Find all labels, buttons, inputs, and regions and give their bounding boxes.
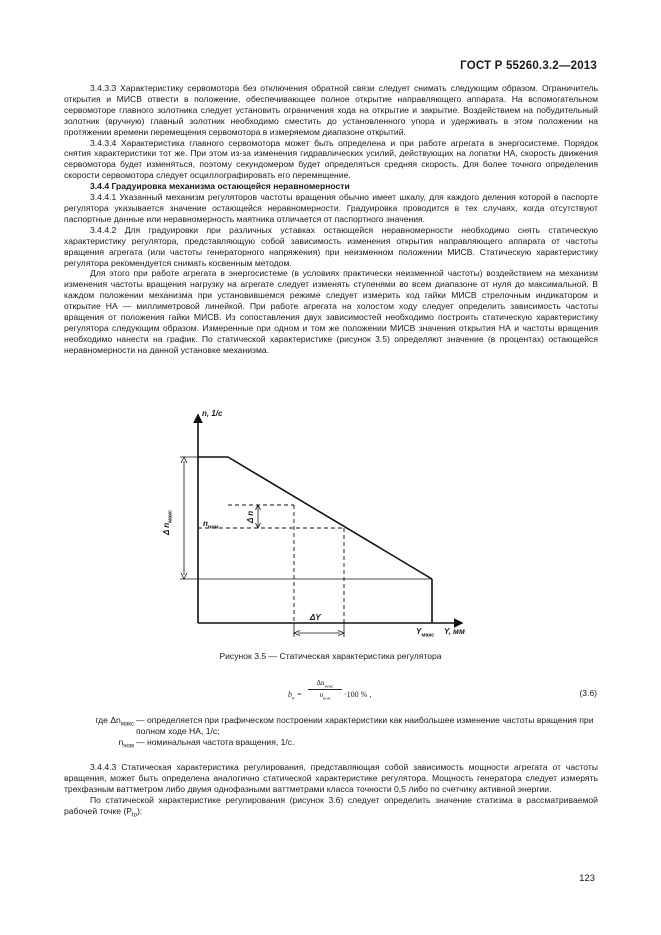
- n-nom-label: $n_{ном}$: [203, 519, 219, 531]
- characteristic-line: [228, 457, 432, 579]
- delta-n-max-label: Δ $n_{макс}$: [162, 510, 174, 535]
- text-block-bottom: [64, 762, 598, 821]
- y-max-label: $Y_{макс}$: [416, 627, 435, 639]
- x-axis-label: Y, мм: [444, 627, 465, 636]
- paragraph: 3.4.3.3 Характеристику сервомотора без отключения обратной связи следует снимать следующим образом. Ограничитель открытия и МИСВ отвести в положение, обеспечивающее полное открытие направляющего аппарата. На вспомогательном сервомоторе главного золотника следует установить ограничения хода на открытие и закрытие. Воздействием на побудительный золотник (вручную) главный золотник необходимо сместить до установленного упора и удерживать в этом положении на протяжении времени перемещения сервомотора в измеряемом диапазоне открытий.: [64, 83, 598, 137]
- paragraph: По статической характеристике регулирования (рисунок 3.6) следует определить значение статизма в рассматриваемой рабочей точке $(P_{to})$:: [64, 794, 598, 819]
- standard-header: ГОСТ Р 55260.3.2—2013: [460, 60, 597, 72]
- equation-number: (3.6): [579, 688, 597, 698]
- definition-row: где $\Delta n_{макс}$ — определяется при графическом построении характеристики как наибольшее изменение частоты вращения при полном ходе НА, 1/с;: [95, 715, 594, 736]
- section-heading: 3.4.4 Градуировка механизма остающейся неравномерности: [90, 181, 350, 192]
- where-definitions: [64, 715, 598, 753]
- formula-3-6: [288, 679, 468, 709]
- delta-y-label: ΔY: [310, 613, 321, 622]
- delta-n-small-label: Δ n: [246, 510, 255, 523]
- paragraph: 3.4.4.1 Указанный механизм регуляторов частоты вращения обычно имеет шкалу, для каждого деления которой в паспорте регулятора указывается значение остающейся неравномерности. Градуировка проводится в тех случаях, когда отсутствуют паспортные данные или неравномерность маятника отличается от паспортного значения.: [64, 192, 598, 224]
- formula-fraction: $\Delta n_{макс}$ $n_{ном}$: [308, 679, 342, 701]
- formula-rhs: ·100 % ,: [344, 690, 372, 699]
- paragraph: Для этого при работе агрегата в энергосистеме (в условиях практически неизменной частоты) воздействием на механизм изменения частоты вращения нагрузку на агрегате следует изменять ступенями во всем диапазоне от нуля до максимальной. В каждом положении механизма при установившемся режиме следует измерить ход гайки МИСВ стрелочным индикатором и открытие НА — миллиметровой линейкой. При работе агрегата на холостом ходу следует определить зависимость частоты вращения от положения гайки МИСВ. Из сопоставления двух зависимостей необходимо построить статическую характеристику регулятора следующим образом. Измеренные при одном и том же положении МИСВ значения открытия НА и частоты вращения необходимо нанести на график. По статической характеристике (рисунок 3.5) определяют значение (в процентах) остающейся неравномерности на данной установке механизма.: [64, 268, 598, 355]
- figure-static-characteristic: [160, 405, 480, 645]
- text-block-top: [64, 83, 598, 356]
- y-axis-label: n, 1/c: [202, 409, 223, 418]
- figure-caption: Рисунок 3.5 — Статическая характеристика регулятора: [219, 651, 442, 661]
- page-number: 123: [579, 873, 595, 884]
- formula-lhs: $b_n$ =: [288, 690, 302, 702]
- definition-row: $n_{ном}$ — номинальная частота вращения, 1/с.: [118, 737, 295, 750]
- paragraph: 3.4.4.3 Статическая характеристика регулирования, представляющая собой зависимость мощности агрегата от частоты вращения, может быть определена аналогично статической характеристике регулятора. Мощность генератора следует измерять трехфазным ваттметром либо двумя однофазными ваттметрами класса точности 0,5 либо по счетчику активной энергии.: [64, 762, 598, 794]
- paragraph: 3.4.4.2 Для градуировки при различных уставках остающейся неравномерности необходимо снять статическую характеристику регулятора, представляющую собой зависимость изменения открытия направляющего аппарата от частоты вращения агрегата (или частоты генераторного напряжения) при неизменном положении МИСВ. Статическую характеристику регулятора рекомендуется снимать косвенным методом.: [64, 224, 598, 268]
- paragraph: 3.4.3.4 Характеристика главного сервомотора может быть определена и при работе агрегата в энергосистеме. Порядок снятия характеристики тот же. При этом из-за изменения гидравлических усилий, действующих на лопатки НА, скорость движения сервомотора будет изменяться, поэтому секундомером будет определяться средняя скорость. Для более точного определения скорости сервомотора следует осциллографировать его перемещение.: [64, 137, 598, 181]
